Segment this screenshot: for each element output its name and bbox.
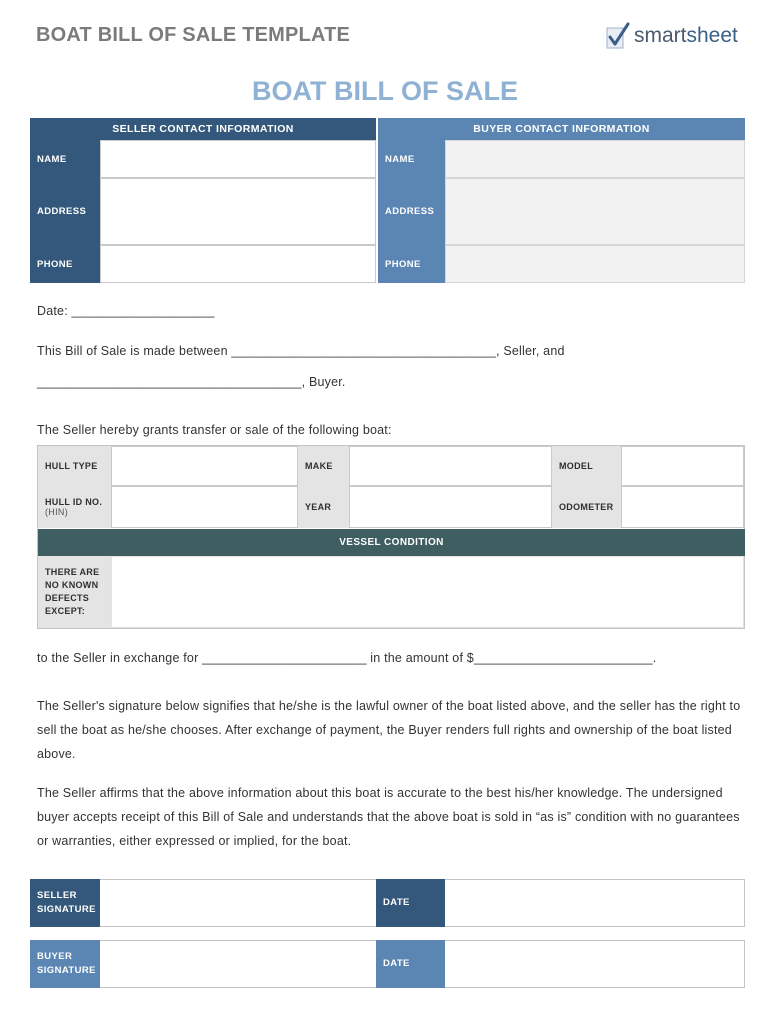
- seller-signature-text-2: SIGNATURE: [37, 904, 96, 915]
- seller-date-text: DATE: [383, 897, 410, 908]
- buyer-signature-field[interactable]: [100, 941, 376, 987]
- defects-field[interactable]: [111, 556, 744, 628]
- smartsheet-logo: [606, 20, 738, 52]
- buyer-date-label: [376, 940, 445, 988]
- defects-text-3: DEFECTS: [45, 593, 90, 603]
- hull-id-text: HULL ID NO.: [45, 497, 103, 507]
- logo-text-bold: sheet: [686, 24, 738, 47]
- odometer-text: ODOMETER: [559, 502, 614, 512]
- seller-address-label: ADDRESS: [30, 178, 100, 245]
- defects-label: [38, 556, 111, 628]
- page-title: BOAT BILL OF SALE: [252, 76, 518, 106]
- buyer-date-text: DATE: [383, 958, 410, 969]
- buyer-phone-label: PHONE: [378, 245, 445, 283]
- vessel-condition-header: VESSEL CONDITION: [38, 529, 745, 556]
- year-field[interactable]: [349, 486, 552, 528]
- hull-id-label: [38, 486, 111, 528]
- year-text: YEAR: [305, 502, 332, 512]
- make-label: [298, 446, 349, 486]
- seller-date-field[interactable]: [445, 880, 744, 926]
- affirmation-paragraph: The Seller affirms that the above information about this boat is accurate to the best his/her knowledge. The undersigned buyer accepts receipt of this Bill of Sale and understands that the above boat is sold in “as is” condition with no guarantees or warranties, either expressed or implied, for the boat.: [37, 786, 740, 848]
- hull-type-text: HULL TYPE: [45, 461, 98, 471]
- ownership-paragraph: The Seller's signature below signifies that he/she is the lawful owner of the boat listed above, and the seller has the right to sell the boat as he/she chooses. After exchange of payment, the Buyer renders full rights and ownership of the boat listed above.: [37, 699, 741, 761]
- defects-text-4: EXCEPT:: [45, 606, 86, 616]
- logo-text-light: smart: [634, 24, 687, 47]
- buyer-address-label: ADDRESS: [378, 178, 445, 245]
- seller-date-label: [376, 879, 445, 927]
- seller-name-field[interactable]: [100, 140, 376, 178]
- defects-text-2: NO KNOWN: [45, 580, 99, 590]
- buyer-phone-field[interactable]: [445, 245, 745, 283]
- odometer-label: [552, 486, 621, 528]
- checkmark-icon: [606, 22, 630, 50]
- grants-line: The Seller hereby grants transfer or sale of the following boat:: [37, 423, 392, 437]
- seller-signature-text-1: SELLER: [37, 890, 77, 901]
- buyer-line: _____________________________________, Buyer.: [37, 375, 346, 389]
- buyer-date-field[interactable]: [445, 941, 744, 987]
- made-between-line: This Bill of Sale is made between _____________________________________, Seller, and: [37, 344, 565, 358]
- make-field[interactable]: [349, 446, 552, 486]
- seller-name-label: NAME: [30, 140, 100, 178]
- buyer-address-field[interactable]: [445, 178, 745, 245]
- buyer-signature-text-2: SIGNATURE: [37, 965, 96, 976]
- model-label: [552, 446, 621, 486]
- seller-signature-field[interactable]: [100, 880, 376, 926]
- defects-text-1: THERE ARE: [45, 567, 100, 577]
- exchange-line: to the Seller in exchange for _______________________ in the amount of $_________________________.: [37, 651, 657, 665]
- buyer-signature-label: [30, 940, 100, 988]
- hull-type-label: [38, 446, 111, 486]
- hull-type-field[interactable]: [111, 446, 298, 486]
- buyer-name-label: NAME: [378, 140, 445, 178]
- template-title: BOAT BILL OF SALE TEMPLATE: [36, 24, 351, 46]
- seller-address-field[interactable]: [100, 178, 376, 245]
- logo-wordmark: [634, 24, 738, 48]
- seller-phone-label: PHONE: [30, 245, 100, 283]
- odometer-field[interactable]: [621, 486, 744, 528]
- buyer-name-field[interactable]: [445, 140, 745, 178]
- seller-signature-label: [30, 879, 100, 927]
- buyer-signature-text-1: BUYER: [37, 951, 73, 962]
- model-text: MODEL: [559, 461, 593, 471]
- model-field[interactable]: [621, 446, 744, 486]
- hull-id-field[interactable]: [111, 486, 298, 528]
- hin-text: (HIN): [45, 507, 68, 517]
- seller-contact-header: SELLER CONTACT INFORMATION: [30, 118, 376, 140]
- buyer-contact-header: BUYER CONTACT INFORMATION: [378, 118, 745, 140]
- seller-phone-field[interactable]: [100, 245, 376, 283]
- year-label: [298, 486, 349, 528]
- date-line: Date: ____________________: [37, 304, 215, 318]
- make-text: MAKE: [305, 461, 333, 471]
